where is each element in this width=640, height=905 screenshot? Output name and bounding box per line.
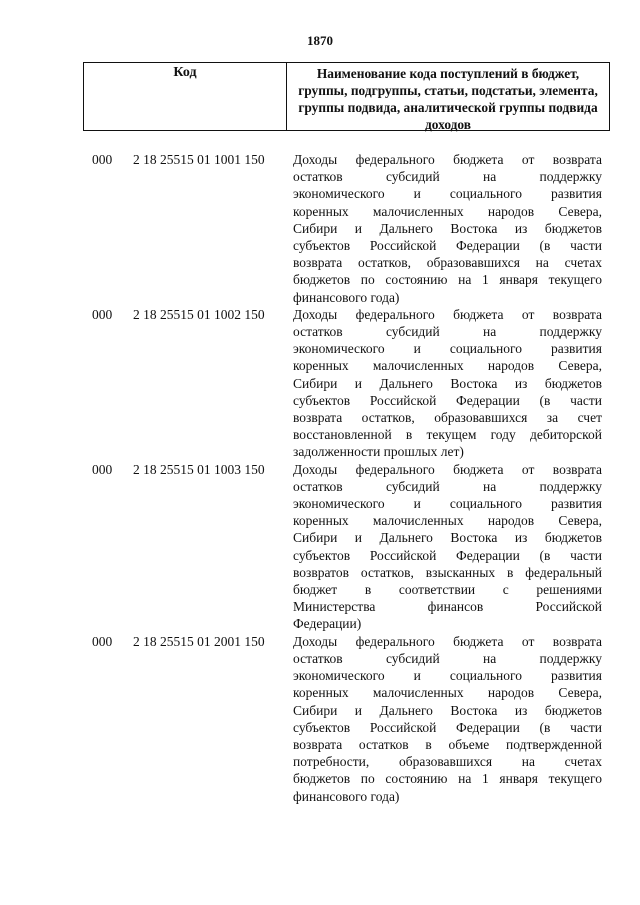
- header-name-column: Наименование кода поступлений в бюджет, группы, подгруппы, статьи, подстатьи, элемента, группы подвида, аналитической группы подвида доходов: [298, 66, 598, 132]
- row-prefix: 000: [92, 461, 113, 477]
- table-row: [0, 306, 640, 461]
- description-line: Сибири и Дальнего Востока из бюджетов: [293, 375, 602, 391]
- description-line: восстановленной в текущем году дебиторской: [293, 427, 602, 443]
- description-line: Сибири и Дальнего Востока из бюджетов: [293, 220, 602, 236]
- description-line: бюджетов по состоянию на 1 января текущего: [293, 272, 602, 288]
- description-line: остатков субсидий на поддержку: [293, 169, 602, 185]
- description-line: возврата остатков, образовавшихся за счет: [293, 410, 602, 426]
- row-description: [293, 306, 602, 461]
- row-prefix: 000: [92, 306, 113, 322]
- table-row: [0, 461, 640, 633]
- description-line: финансового года): [293, 289, 400, 305]
- description-line: коренных малочисленных народов Севера,: [293, 203, 602, 219]
- description-line: субъектов Российской Федерации (в части: [293, 392, 602, 408]
- description-line: финансового года): [293, 788, 400, 804]
- description-line: задолженности прошлых лет): [293, 444, 464, 460]
- table-row: [0, 633, 640, 805]
- description-line: остатков субсидий на поддержку: [293, 650, 602, 666]
- description-line: бюджет в соответствии с решениями: [293, 582, 602, 598]
- description-line: остатков субсидий на поддержку: [293, 324, 602, 340]
- row-code: 2 18 25515 01 1002 150: [133, 306, 265, 322]
- description-line: потребности, образовавшихся на счетах: [293, 754, 602, 770]
- description-line: коренных малочисленных народов Севера,: [293, 513, 602, 529]
- description-line: остатков субсидий на поддержку: [293, 478, 602, 494]
- description-line: субъектов Российской Федерации (в части: [293, 238, 602, 254]
- row-description: [293, 151, 602, 306]
- description-line: Доходы федерального бюджета от возврата: [293, 152, 602, 167]
- table-body: [0, 151, 640, 805]
- description-line: Доходы федерального бюджета от возврата: [293, 461, 602, 477]
- description-line: экономического и социального развития: [293, 668, 602, 684]
- row-description: [293, 461, 602, 633]
- description-line: субъектов Российской Федерации (в части: [293, 719, 602, 735]
- description-line: бюджетов по состоянию на 1 января текущего: [293, 771, 602, 787]
- row-code: 2 18 25515 01 1003 150: [133, 461, 265, 477]
- description-line: Министерства финансов Российской: [293, 599, 602, 615]
- description-line: коренных малочисленных народов Севера,: [293, 685, 602, 701]
- description-line: экономического и социального развития: [293, 186, 602, 202]
- table-header: [83, 62, 610, 131]
- description-line: возвратов остатков, взысканных в федеральный: [293, 564, 602, 580]
- description-line: субъектов Российской Федерации (в части: [293, 547, 602, 563]
- description-line: экономического и социального развития: [293, 496, 602, 512]
- row-prefix: 000: [92, 152, 113, 167]
- table-row: [0, 151, 640, 306]
- row-code: 2 18 25515 01 2001 150: [133, 633, 265, 649]
- header-code-column: Код: [84, 63, 287, 130]
- row-code: 2 18 25515 01 1001 150: [133, 152, 265, 167]
- description-line: коренных малочисленных народов Севера,: [293, 358, 602, 374]
- description-line: Сибири и Дальнего Востока из бюджетов: [293, 702, 602, 718]
- description-line: Сибири и Дальнего Востока из бюджетов: [293, 530, 602, 546]
- description-line: Доходы федерального бюджета от возврата: [293, 306, 602, 322]
- row-description: [293, 633, 602, 805]
- description-line: Федерации): [293, 616, 362, 632]
- row-prefix: 000: [92, 633, 113, 649]
- description-line: Доходы федерального бюджета от возврата: [293, 633, 602, 649]
- description-line: возврата остатков в объеме подтвержденной: [293, 736, 602, 752]
- page-number: 1870: [307, 33, 333, 48]
- description-line: экономического и социального развития: [293, 341, 602, 357]
- description-line: возврата остатков, образовавшихся на счетах: [293, 255, 602, 271]
